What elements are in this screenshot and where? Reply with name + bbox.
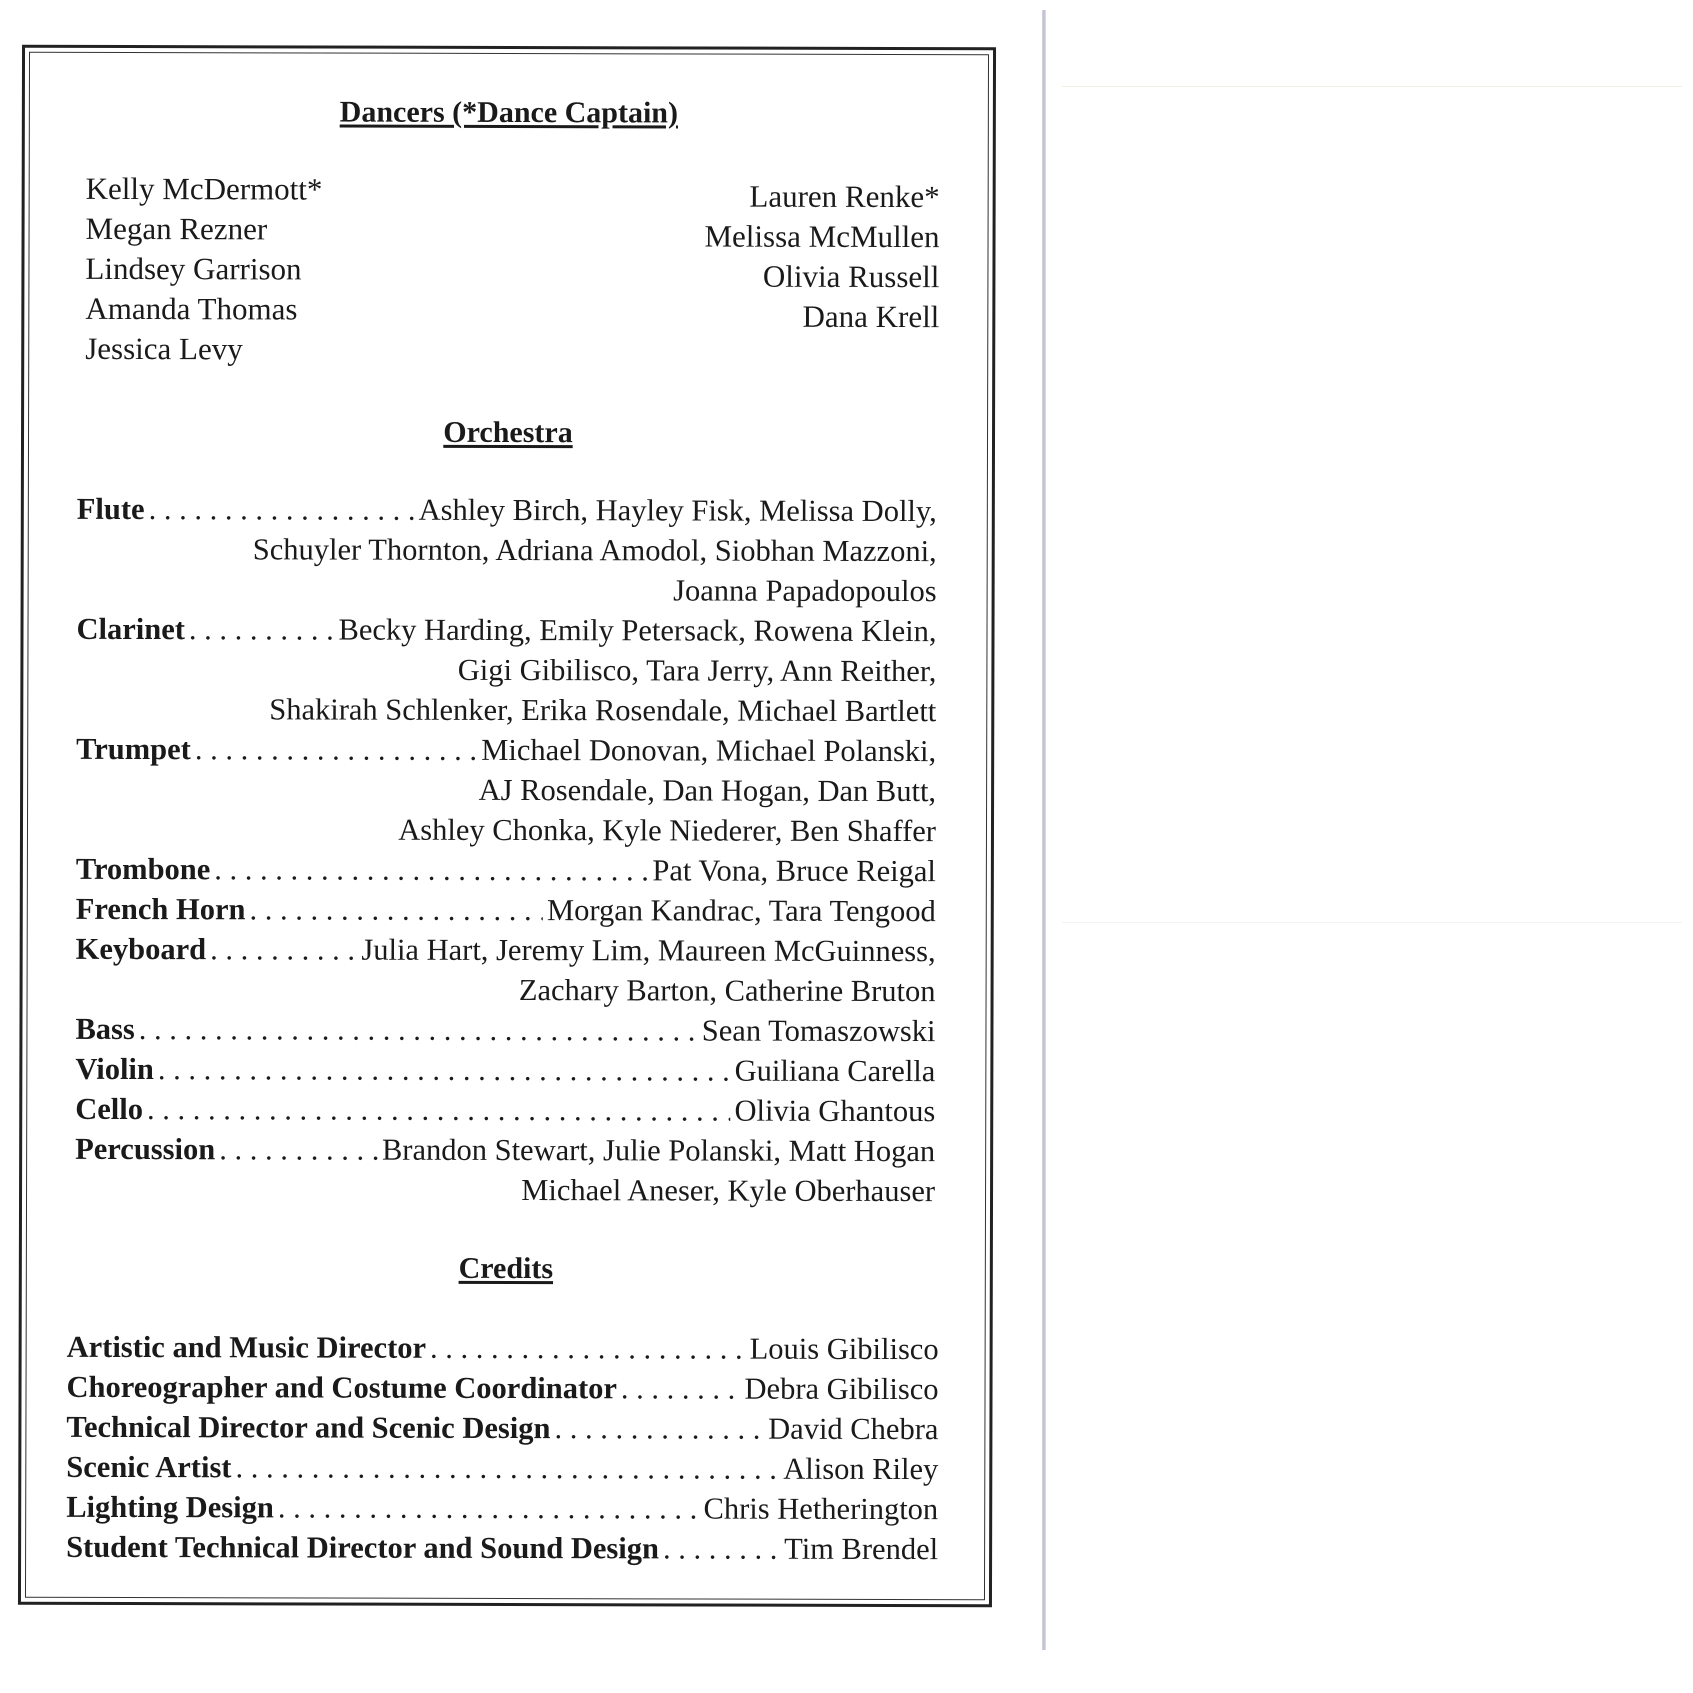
orchestra-row-percussion: [75, 1129, 935, 1171]
credit-role: Student Technical Director and Sound Design: [66, 1529, 660, 1566]
dot-leader: [621, 1368, 741, 1408]
dot-leader: [235, 1447, 779, 1488]
dot-leader: [139, 1009, 698, 1050]
dancers-right-column: [704, 177, 939, 338]
faint-scan-line: [1062, 86, 1682, 87]
dot-leader: [147, 1089, 731, 1131]
dancer-name: Lindsey Garrison: [85, 250, 302, 287]
dancer-name: Lauren Renke*: [749, 178, 940, 215]
dot-leader: [278, 1487, 700, 1528]
credits-list: [66, 1327, 939, 1569]
orchestra-row-violin: [75, 1049, 935, 1091]
credit-name: Debra Gibilisco: [744, 1371, 939, 1407]
instrument-label: French Horn: [75, 891, 246, 927]
dancer-name: Melissa McMullen: [704, 218, 940, 255]
player-names-continued: Michael Aneser, Kyle Oberhauser: [521, 1173, 936, 1209]
instrument-label: Keyboard: [75, 931, 207, 967]
dot-leader: [195, 729, 478, 770]
dancers-left-column: [85, 169, 322, 370]
player-names: Becky Harding, Emily Petersack, Rowena Klein,: [338, 612, 937, 649]
player-names-continued: Zachary Barton, Catherine Bruton: [518, 973, 936, 1009]
dancer-name: Amanda Thomas: [85, 290, 298, 327]
credits-heading: Credits: [458, 1251, 554, 1286]
credit-role: Artistic and Music Director: [66, 1329, 427, 1365]
instrument-label: Percussion: [75, 1131, 216, 1167]
faint-scan-line: [1062, 922, 1682, 923]
dancer-name: Kelly McDermott*: [85, 170, 323, 207]
credit-name: Louis Gibilisco: [749, 1331, 939, 1367]
credit-role: Choreographer and Costume Coordinator: [66, 1369, 617, 1406]
player-names: Guiliana Carella: [734, 1053, 936, 1089]
credit-name: Alison Riley: [783, 1451, 939, 1487]
orchestra-row-bass: [75, 1009, 935, 1051]
credit-name: Tim Brendel: [784, 1531, 939, 1567]
orchestra-list: [75, 489, 937, 1211]
credit-role: Lighting Design: [66, 1489, 274, 1525]
player-names: Brandon Stewart, Julie Polanski, Matt Hogan: [381, 1132, 936, 1169]
credit-role: Scenic Artist: [66, 1449, 232, 1485]
player-names-continued: Ashley Chonka, Kyle Niederer, Ben Shaffer: [398, 812, 937, 849]
orchestra-heading: Orchestra: [443, 415, 573, 450]
dot-leader: [214, 849, 648, 890]
instrument-label: Cello: [75, 1091, 144, 1127]
dancer-name: Megan Rezner: [85, 210, 268, 247]
dot-leader: [189, 609, 335, 649]
instrument-label: Trumpet: [76, 731, 191, 767]
instrument-label: Clarinet: [76, 611, 185, 647]
credit-row: [67, 1327, 939, 1369]
orchestra-row-trumpet: [76, 729, 936, 771]
orchestra-row-keyboard: [76, 929, 936, 971]
instrument-label: Flute: [76, 491, 145, 527]
dot-leader: [249, 889, 543, 930]
dot-leader: [210, 929, 357, 969]
credit-row: [66, 1407, 938, 1449]
page-fold-gutter: [1042, 10, 1046, 1650]
orchestra-row-french-horn: [76, 889, 936, 931]
credit-row: [66, 1527, 938, 1569]
orchestra-row-clarinet: [76, 609, 936, 651]
player-names: Pat Vona, Bruce Reigal: [652, 853, 936, 889]
dot-leader: [663, 1528, 780, 1568]
dot-leader: [219, 1129, 378, 1169]
player-names-continued: Gigi Gibilisco, Tara Jerry, Ann Reither,: [457, 652, 937, 689]
orchestra-row-flute: [77, 489, 937, 531]
credit-row: [66, 1367, 938, 1409]
dot-leader: [554, 1408, 764, 1449]
instrument-label: Trombone: [75, 851, 211, 887]
player-names: Michael Donovan, Michael Polanski,: [481, 732, 937, 769]
program-page-frame: [18, 45, 996, 1608]
dancer-name: Olivia Russell: [762, 258, 940, 295]
credit-role: Technical Director and Scenic Design: [66, 1409, 551, 1446]
dot-leader: [158, 1049, 731, 1090]
player-names: Olivia Ghantous: [734, 1093, 936, 1129]
instrument-label: Bass: [75, 1011, 135, 1047]
dancer-name: Dana Krell: [802, 298, 940, 335]
credit-name: David Chebra: [768, 1411, 939, 1447]
player-names-continued: Schuyler Thornton, Adriana Amodol, Siobhan Mazzoni,: [252, 532, 937, 569]
credit-row: [66, 1447, 938, 1489]
player-names: Morgan Kandrac, Tara Tengood: [547, 893, 936, 929]
player-names-continued: AJ Rosendale, Dan Hogan, Dan Butt,: [478, 772, 937, 809]
instrument-label: Violin: [75, 1051, 154, 1087]
dancers-heading: Dancers (*Dance Captain): [339, 95, 679, 130]
credit-row: [66, 1487, 938, 1529]
orchestra-row-cello: [75, 1089, 935, 1131]
player-names-continued: Shakirah Schlenker, Erika Rosendale, Michael Bartlett: [269, 692, 937, 729]
program-page-content: [25, 52, 989, 1601]
player-names: Sean Tomaszowski: [701, 1013, 936, 1049]
dot-leader: [149, 489, 415, 530]
player-names: Ashley Birch, Hayley Fisk, Melissa Dolly,: [418, 492, 937, 529]
player-names: Julia Hart, Jeremy Lim, Maureen McGuinness,: [361, 932, 936, 969]
credit-name: Chris Hetherington: [703, 1491, 939, 1527]
dancer-name: Jessica Levy: [85, 330, 243, 367]
player-names-continued: Joanna Papadopoulos: [673, 573, 937, 609]
dot-leader: [430, 1328, 746, 1369]
orchestra-row-trombone: [76, 849, 936, 891]
